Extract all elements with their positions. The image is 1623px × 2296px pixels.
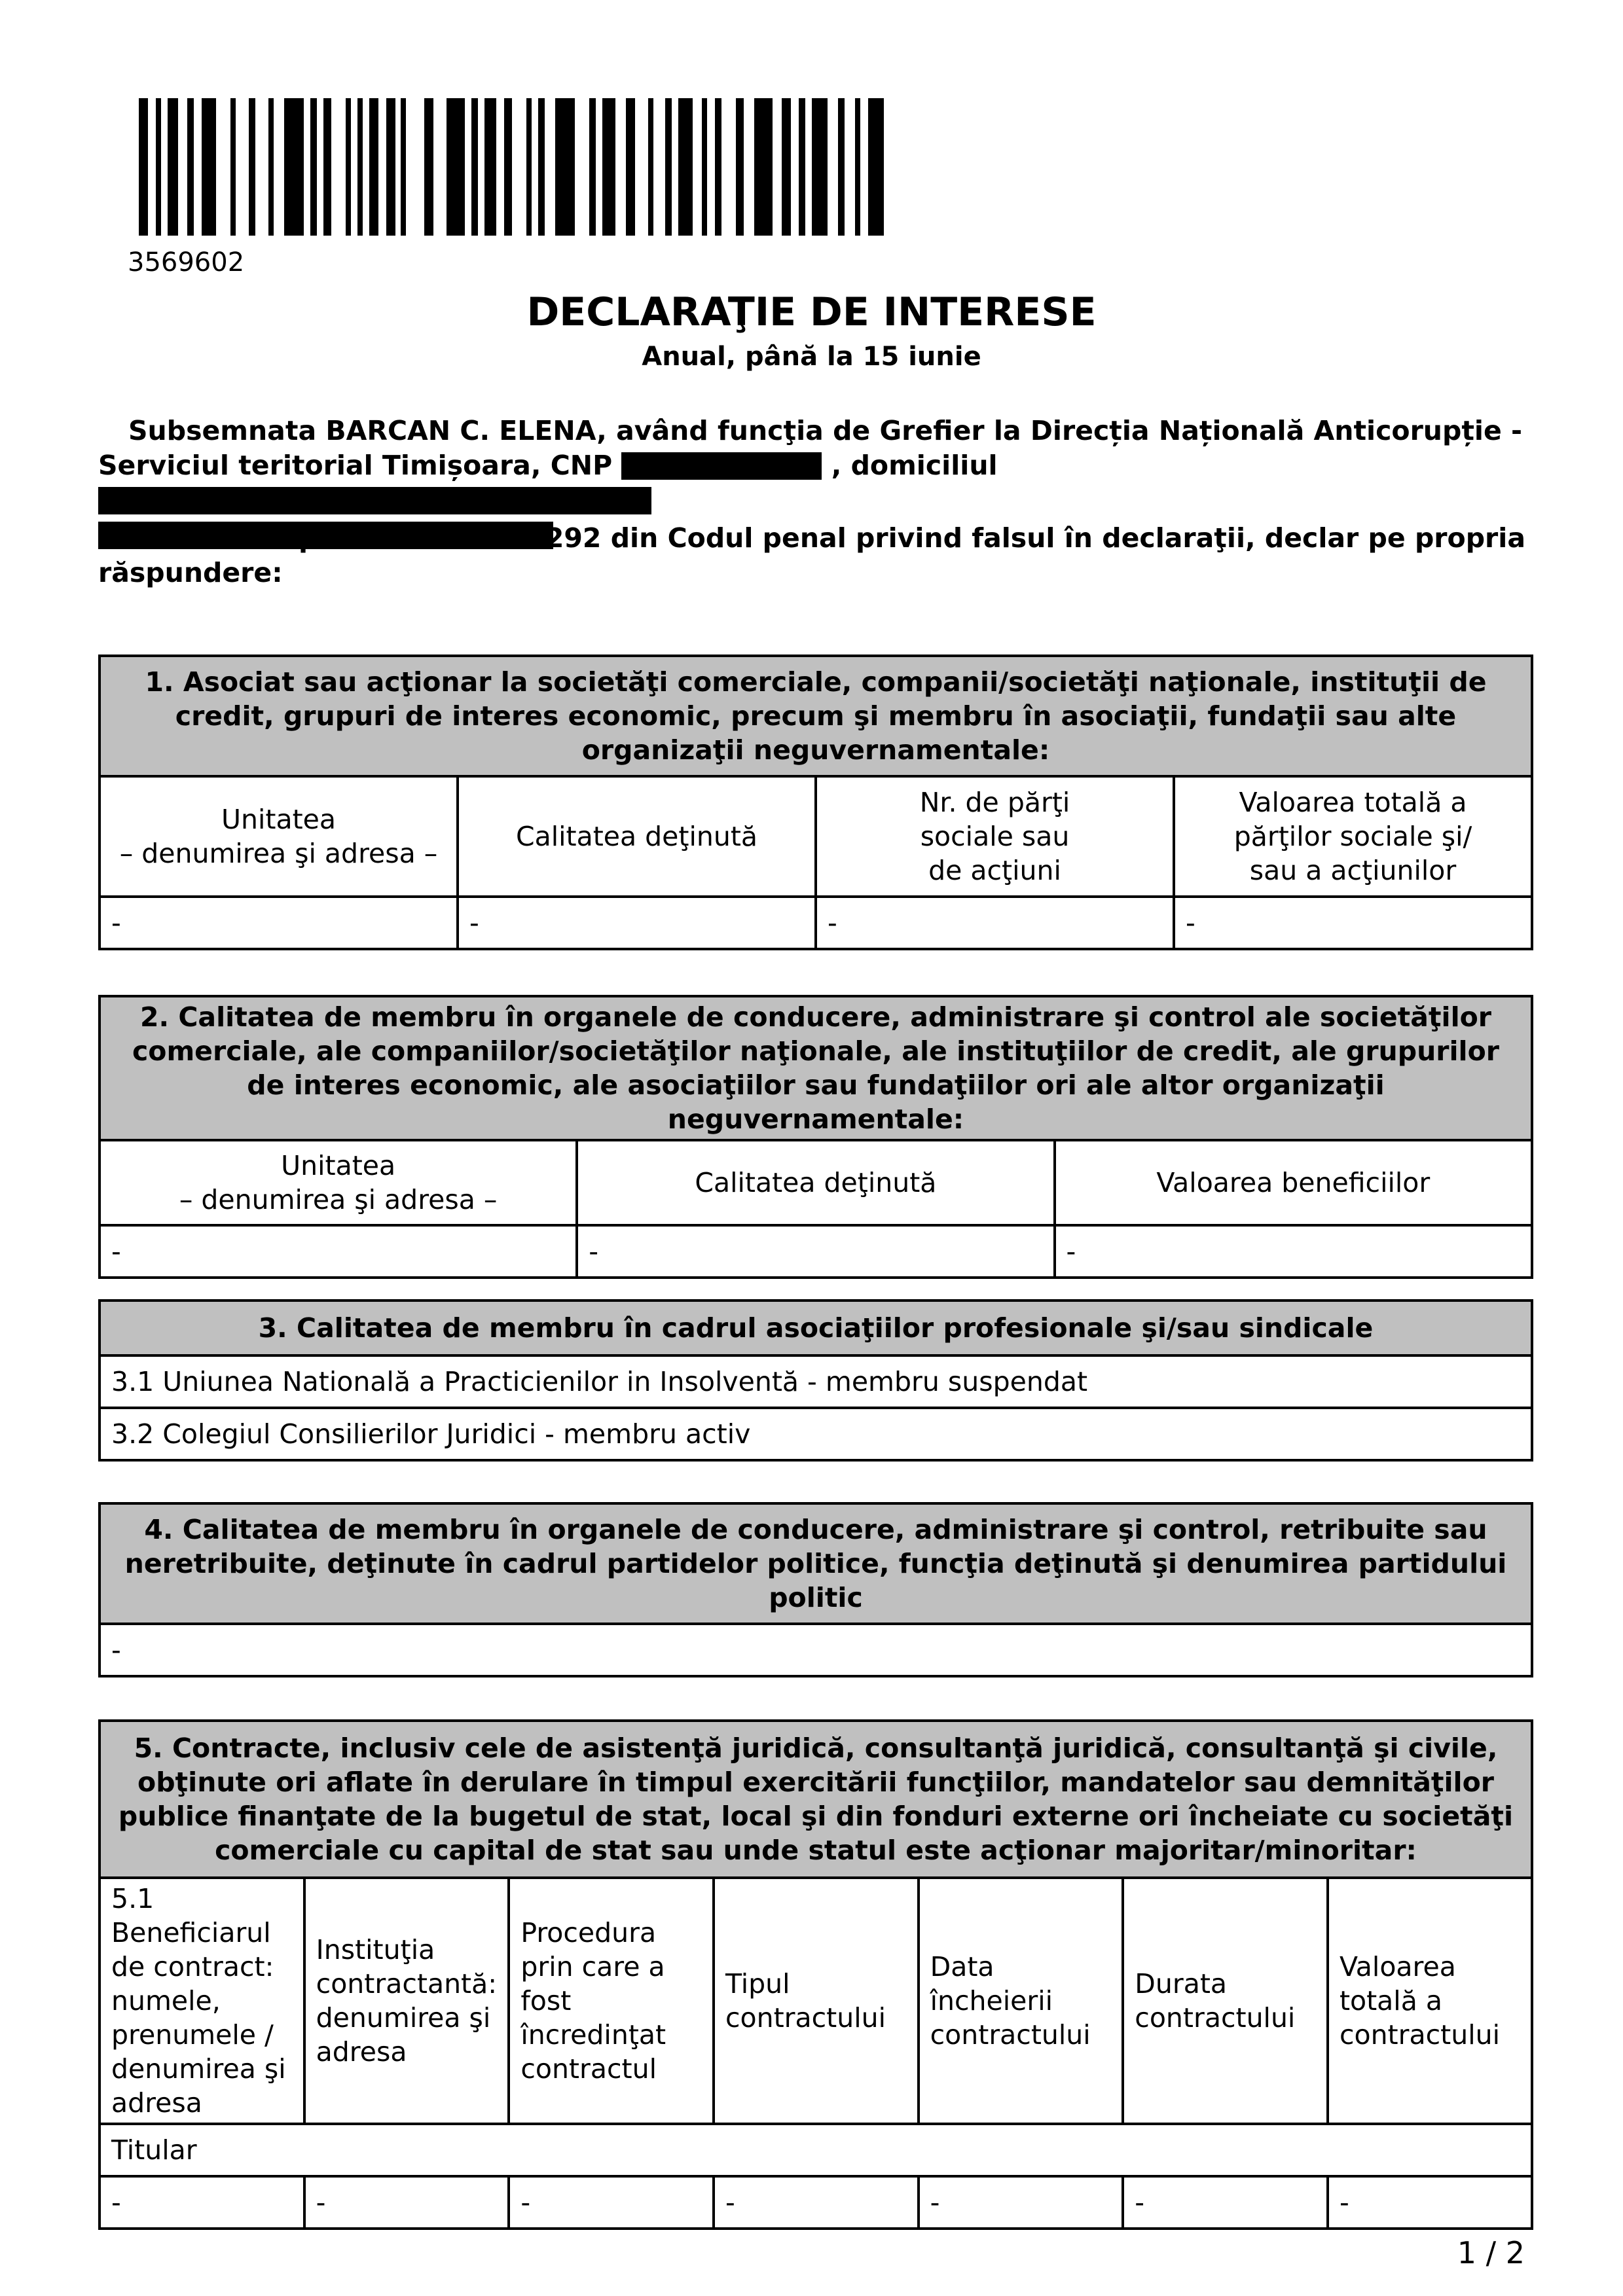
column-header: Valoarea totală a părţilor sociale şi/ sau a acţiunilor bbox=[1174, 776, 1532, 897]
table-cell: - bbox=[304, 2176, 509, 2229]
list-item: 3.2 Colegiul Consilierilor Juridici - membru activ bbox=[100, 1408, 1532, 1460]
section-4-title: 4. Calitatea de membru în organele de conducere, administrare şi control, retribuite sau neretribuite, deţinute în cadrul partidelor politice, funcţia deţinută şi denumirea partidului politic bbox=[100, 1503, 1532, 1624]
section-4-table bbox=[98, 1502, 1533, 1677]
domicile-label: , domiciliul bbox=[831, 450, 998, 481]
barcode-number: 3569602 bbox=[128, 247, 245, 278]
page-number: 1 / 2 bbox=[1457, 2235, 1525, 2270]
column-header: Unitatea – denumirea şi adresa – bbox=[100, 776, 458, 897]
list-item: 3.1 Uniunea Natională a Practicienilor in Insolventă - membru suspendat bbox=[100, 1355, 1532, 1408]
subheader-titular: Titular bbox=[100, 2124, 1532, 2176]
table-cell: - bbox=[714, 2176, 919, 2229]
table-cell: - bbox=[1123, 2176, 1328, 2229]
table-cell: - bbox=[1328, 2176, 1532, 2229]
section-5-table bbox=[98, 1719, 1533, 2230]
document-subtitle: Anual, până la 15 iunie bbox=[642, 342, 981, 372]
table-row bbox=[100, 897, 1532, 949]
section-3-title: 3. Calitatea de membru în cadrul asociaţiilor profesionale şi/sau sindicale bbox=[100, 1300, 1532, 1355]
table-cell: - bbox=[509, 2176, 714, 2229]
redacted-cnp bbox=[621, 452, 822, 480]
redacted-address-line1 bbox=[98, 487, 651, 514]
section-1-table bbox=[98, 655, 1533, 950]
column-header: Tipul contractului bbox=[714, 1878, 919, 2124]
barcode bbox=[139, 98, 884, 236]
table-cell: - bbox=[1174, 897, 1532, 949]
table-cell: - bbox=[100, 1225, 577, 1278]
table-row bbox=[100, 2176, 1532, 2229]
column-header: Data încheierii contractului bbox=[919, 1878, 1123, 2124]
section-2-title: 2. Calitatea de membru în organele de conducere, administrare şi control ale societăţilor comerciale, ale companiilor/societăţilor naţionale, ale instituţiilor de credit, ale grupurilor de interes economic, ale asociaţiilor sau fundaţiilor ori ale altor organizaţii neguvernamentale: bbox=[100, 996, 1532, 1140]
column-header: Valoarea beneficiilor bbox=[1055, 1140, 1533, 1225]
table-cell: - bbox=[1055, 1225, 1533, 1278]
table-row bbox=[100, 1408, 1532, 1460]
declaration-text bbox=[98, 521, 1525, 590]
table-row bbox=[100, 1225, 1532, 1278]
column-header: Valoarea totală a contractului bbox=[1328, 1878, 1532, 2124]
table-cell: - bbox=[816, 897, 1174, 949]
table-cell: - bbox=[100, 2176, 304, 2229]
column-header: Nr. de părţi sociale sau de acţiuni bbox=[816, 776, 1174, 897]
table-cell: - bbox=[919, 2176, 1123, 2229]
column-header: Unitatea – denumirea şi adresa – bbox=[100, 1140, 577, 1225]
table-cell: - bbox=[458, 897, 816, 949]
section-3-table bbox=[98, 1299, 1533, 1462]
column-header: Instituţia contractantă: denumirea şi adresa bbox=[304, 1878, 509, 2124]
column-header: Calitatea deţinută bbox=[458, 776, 816, 897]
section-1-title: 1. Asociat sau acţionar la societăţi comerciale, companii/societăţi naţionale, instituţii de credit, grupuri de interes economic, precum şi membru în asociaţii, fundaţii sau alte organizaţii neguvernamentale: bbox=[100, 656, 1532, 776]
column-header: 5.1 Beneficiarul de contract: numele, prenumele / denumirea şi adresa bbox=[100, 1878, 304, 2124]
declaration-body: cunoscând prevederile art. 292 din Codul penal privind falsul în declaraţii, declar pe propria răspundere: bbox=[98, 522, 1525, 588]
table-cell: - bbox=[577, 1225, 1054, 1278]
document-title: DECLARAŢIE DE INTERESE bbox=[526, 289, 1097, 335]
table-row bbox=[100, 1355, 1532, 1408]
section-2-table bbox=[98, 995, 1533, 1279]
column-header: Procedura prin care a fost încredinţat contractul bbox=[509, 1878, 714, 2124]
table-cell: - bbox=[100, 1624, 1532, 1676]
declarant-text: Subsemnata BARCAN C. ELENA, având funcţia de Grefier la Direcția Națională Anticorupție - Serviciul teritorial Timișoara, CNP bbox=[98, 415, 1523, 481]
section-5-title: 5. Contracte, inclusiv cele de asistenţă juridică, consultanţă juridică, consultanţă şi civile, obţinute ori aflate în derulare în timpul exercitării funcţiilor, mandatelor sau demnităţilor publice finanţate de la bugetul de stat, local şi din fonduri externe ori încheiate cu societăţi comerciale cu capital de stat sau unde statul este acţionar majoritar/minoritar: bbox=[100, 1721, 1532, 1878]
column-header: Durata contractului bbox=[1123, 1878, 1328, 2124]
column-header: Calitatea deţinută bbox=[577, 1140, 1054, 1225]
table-cell: - bbox=[100, 897, 458, 949]
table-row bbox=[100, 1624, 1532, 1676]
